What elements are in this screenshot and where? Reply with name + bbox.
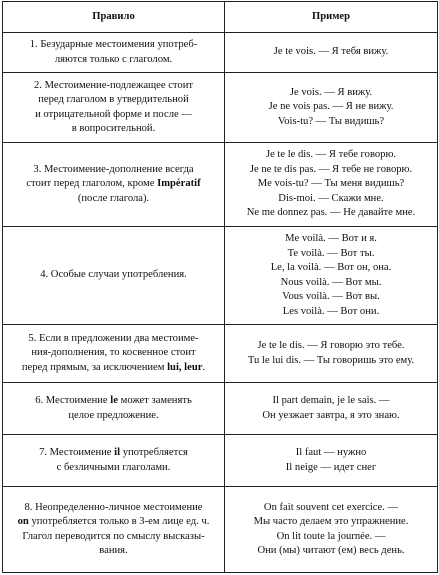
example-text: Они (мы) читают (ем) весь день. [257, 545, 405, 556]
example-text: Je vois. — Я вижу. [289, 86, 373, 98]
rule-text: в вопросительной. [71, 123, 156, 134]
example-text: Он уезжает завтра, я это знаю. [262, 409, 400, 421]
example-text: Tu le lui dis. — Ты говоришь это ему. [247, 354, 415, 366]
header-rule: Правило [3, 2, 225, 33]
example-cell [225, 487, 438, 573]
example-cell [225, 143, 438, 227]
rule-text: вания. [99, 545, 128, 556]
example-text: Je ne vois pas. — Я не вижу. [268, 101, 394, 113]
rule-text: перед глаголом в утвердительной [38, 94, 189, 105]
rule-text: (после глагола). [77, 192, 150, 204]
rule-cell [3, 33, 225, 73]
rule-text: 7. Местоимение [39, 447, 112, 458]
table-row [3, 143, 438, 227]
example-text: Il faut — нужно [295, 447, 367, 458]
example-text: Les voilà. — Вот они. [282, 305, 380, 317]
example-cell [225, 383, 438, 435]
rule-cell [3, 73, 225, 143]
rule-text: 4. Особые случаи употребления. [40, 269, 187, 281]
example-cell [225, 33, 438, 73]
table-row [3, 487, 438, 573]
rule-text: Глагол переводится по смыслу высказы- [22, 530, 205, 542]
rules-table [2, 1, 438, 573]
rule-text: употребляется только в 3-ем лице ед. ч. [31, 516, 210, 527]
rule-keyword: on [17, 516, 29, 527]
rule-cell [3, 383, 225, 435]
rule-text: 3. Местоимение-дополнение всегда [33, 163, 194, 175]
example-text: Je te le dis. — Я тебе говорю. [265, 149, 397, 161]
example-cell [225, 325, 438, 383]
table-row [3, 435, 438, 487]
rule-keyword: lui, leur [167, 361, 203, 373]
rule-keyword: le [110, 395, 118, 406]
table-row [3, 325, 438, 383]
example-text: On fait souvent cet exercice. — [263, 501, 399, 513]
example-cell [225, 435, 438, 487]
example-text: Vois-tu? — Ты видишь? [277, 115, 385, 127]
example-text: Je te vois. — Я тебя вижу. [273, 46, 389, 58]
rule-cell: 5. Если в предложении два местоиме- ния-дополнения, то косвенное стоит перед прямым, за исключением lui, leur. [3, 325, 225, 383]
rule-cell [3, 487, 225, 573]
rule-text: 8. Неопределенно-личное местоимение [24, 501, 203, 513]
rule-cell [3, 143, 225, 227]
example-cell [225, 73, 438, 143]
example-text: On lit toute la journée. — [276, 530, 386, 542]
example-text: Il neige — идет снег [285, 461, 377, 473]
example-text: Ne me donnez pas. — Не давайте мне. [246, 207, 416, 219]
rule-text: целое предложение. [68, 409, 159, 421]
rule-text: с безличными глаголами. [56, 461, 171, 473]
table-row [3, 383, 438, 435]
example-text: Dis-moi. — Скажи мне. [278, 192, 384, 204]
example-text: Мы часто делаем это упражнение. [253, 516, 409, 527]
rule-cell [3, 227, 225, 325]
rule-text: 2. Местоимение-подлежащее стоит [33, 79, 194, 91]
rule-cell [3, 435, 225, 487]
table-row [3, 33, 438, 73]
example-cell [225, 227, 438, 325]
rule-text: 1. Безударные местоимения употреб- [29, 39, 198, 50]
rule-text: может заменять [120, 395, 192, 406]
header-row [3, 2, 438, 33]
rule-text: употребляется [122, 447, 188, 458]
rule-text: 5. Если в предложении два местоиме- [28, 332, 199, 344]
example-text: Me voilà. — Вот и я. [285, 233, 377, 244]
header-example: Пример [225, 2, 438, 33]
example-text: Te voilà. — Вот ты. [287, 247, 375, 259]
table-row [3, 73, 438, 143]
rule-text: ляются только с глаголом. [54, 53, 173, 65]
rule-keyword: Impératif [157, 178, 201, 190]
example-text: Me vois-tu? — Ты меня видишь? [257, 178, 405, 190]
rule-text: перед прямым, за исключением [21, 361, 165, 373]
rule-text: ния-дополнения, то косвенное стоит [31, 347, 196, 359]
example-text: Je te le dis. — Я говорю это тебе. [257, 340, 405, 351]
rule-text: и отрицательной форме и после — [35, 108, 192, 120]
rule-text: 6. Местоимение [35, 395, 108, 406]
example-text: Vous voilà. — Вот вы. [282, 291, 380, 302]
rule-keyword: il [114, 447, 121, 458]
rule-text: стоит перед глаголом, кроме [26, 178, 155, 190]
table-row [3, 227, 438, 325]
example-text: Le, la voilà. — Вот он, она. [270, 262, 392, 273]
example-text: Nous voilà. — Вот мы. [280, 276, 382, 288]
example-text: Il part demain, je le sais. — [272, 395, 390, 406]
example-text: Je ne te dis pas. — Я тебе не говорю. [249, 163, 413, 175]
